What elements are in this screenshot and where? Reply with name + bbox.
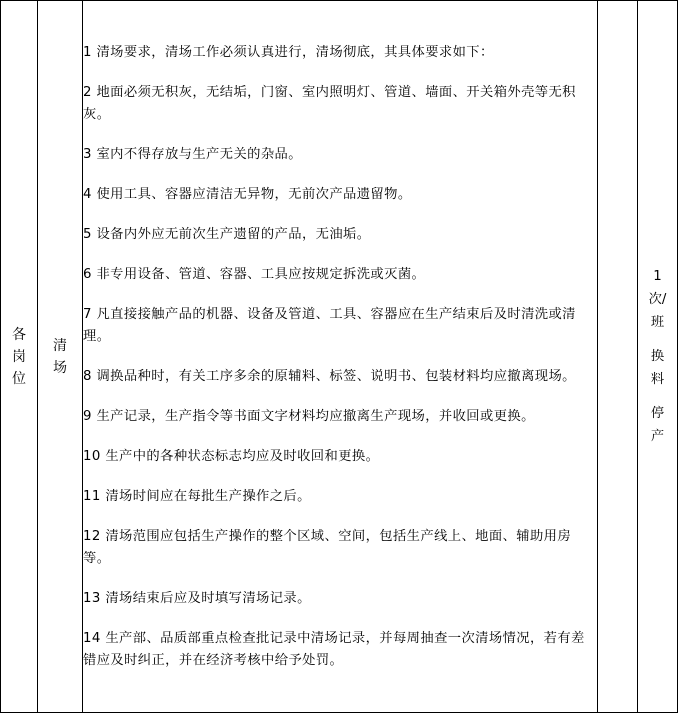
requirements-cell — [83, 1, 598, 713]
frequency-unit: 次/班 — [648, 292, 667, 330]
requirement-item: 14 生产部、品质部重点检查批记录中清场记录，并每周抽查一次清场情况，若有差错应及时纠正，并在经济考核中给予处罚。 — [83, 630, 585, 668]
requirement-item: 8 调换品种时，有关工序多余的原辅料、标签、说明书、包装材料均应撤离现场。 — [83, 368, 576, 384]
requirement-item: 6 非专用设备、管道、容器、工具应按规定拆洗或灭菌。 — [83, 266, 426, 282]
requirement-item: 1 清场要求，清场工作必须认真进行，清场彻底，其具体要求如下： — [83, 44, 494, 60]
post-label: 各岗位 — [12, 326, 26, 387]
frequency-spacer — [645, 334, 671, 345]
requirement-item: 13 清场结束后应及时填写清场记录。 — [83, 590, 311, 606]
requirement-item: 3 室内不得存放与生产无关的杂品。 — [83, 146, 302, 162]
item-label: 清场 — [53, 337, 67, 376]
frequency-condition-change: 换料 — [650, 349, 665, 387]
frequency-spacer — [645, 391, 671, 402]
post-cell — [1, 1, 38, 713]
requirement-item: 12 清场范围应包括生产操作的整个区域、空间，包括生产线上、地面、辅助用房等。 — [83, 528, 572, 566]
frequency-count: 1 — [653, 269, 662, 284]
frequency-condition-stop: 停产 — [650, 406, 665, 444]
requirement-item: 2 地面必须无积灰，无结垢，门窗、室内照明灯、管道、墙面、开关箱外壳等无积灰。 — [83, 84, 576, 122]
requirement-item: 5 设备内外应无前次生产遗留的产品，无油垢。 — [83, 226, 371, 242]
frequency-cell — [638, 1, 678, 713]
blank-cell — [598, 1, 638, 713]
requirement-item: 11 清场时间应在每批生产操作之后。 — [83, 488, 311, 504]
requirement-item: 7 凡直接接触产品的机器、设备及管道、工具、容器应在生产结束后及时清洗或清理。 — [83, 306, 576, 344]
requirement-item: 10 生产中的各种状态标志均应及时收回和更换。 — [83, 448, 380, 464]
requirement-item: 9 生产记录，生产指令等书面文字材料均应撤离生产现场，并收回或更换。 — [83, 408, 535, 424]
frequency-text — [645, 265, 671, 448]
requirement-item: 4 使用工具、容器应清洁无异物，无前次产品遗留物。 — [83, 186, 412, 202]
item-cell — [38, 1, 83, 713]
table-row — [1, 1, 678, 713]
